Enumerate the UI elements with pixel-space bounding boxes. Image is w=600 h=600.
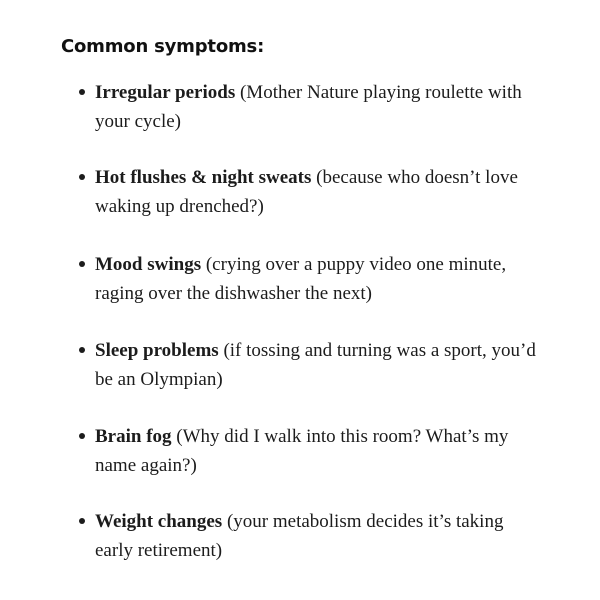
symptom-text xyxy=(95,250,539,308)
symptom-text xyxy=(95,507,539,565)
symptom-note: (Mother Nature playing roulette with your cycle) xyxy=(95,82,522,132)
bullet-icon xyxy=(79,89,85,95)
symptom-note: (crying over a puppy video one minute, raging over the dishwasher the next) xyxy=(95,254,507,304)
bullet-icon xyxy=(79,261,85,267)
bullet-icon xyxy=(79,174,85,180)
bullet-icon xyxy=(79,518,85,524)
symptom-name: Weight changes xyxy=(95,511,223,532)
symptom-note: (if tossing and turning was a sport, you’d be an Olympian) xyxy=(95,340,536,390)
symptom-text xyxy=(95,422,539,480)
symptom-text xyxy=(95,336,539,394)
symptom-name: Hot flushes & night sweats xyxy=(95,167,312,188)
symptom-note: (because who doesn’t love waking up drenched?) xyxy=(95,167,518,217)
symptom-item-hot-flushes xyxy=(79,163,539,221)
bullet-icon xyxy=(79,433,85,439)
symptom-text xyxy=(95,163,539,221)
symptom-name: Brain fog xyxy=(95,426,172,447)
symptom-item-weight-changes xyxy=(79,507,539,565)
symptom-note: (your metabolism decides it’s taking early retirement) xyxy=(95,511,504,561)
symptom-item-brain-fog xyxy=(79,422,539,480)
section-heading: Common symptoms: xyxy=(61,36,265,57)
symptom-text xyxy=(95,78,539,136)
symptom-item-sleep-problems xyxy=(79,336,539,394)
symptom-name: Irregular periods xyxy=(95,82,236,103)
symptom-name: Sleep problems xyxy=(95,340,219,361)
symptom-name: Mood swings xyxy=(95,254,202,275)
symptom-item-irregular-periods xyxy=(79,78,539,136)
symptom-item-mood-swings xyxy=(79,250,539,308)
symptom-note: (Why did I walk into this room? What’s my name again?) xyxy=(95,426,509,476)
bullet-icon xyxy=(79,347,85,353)
